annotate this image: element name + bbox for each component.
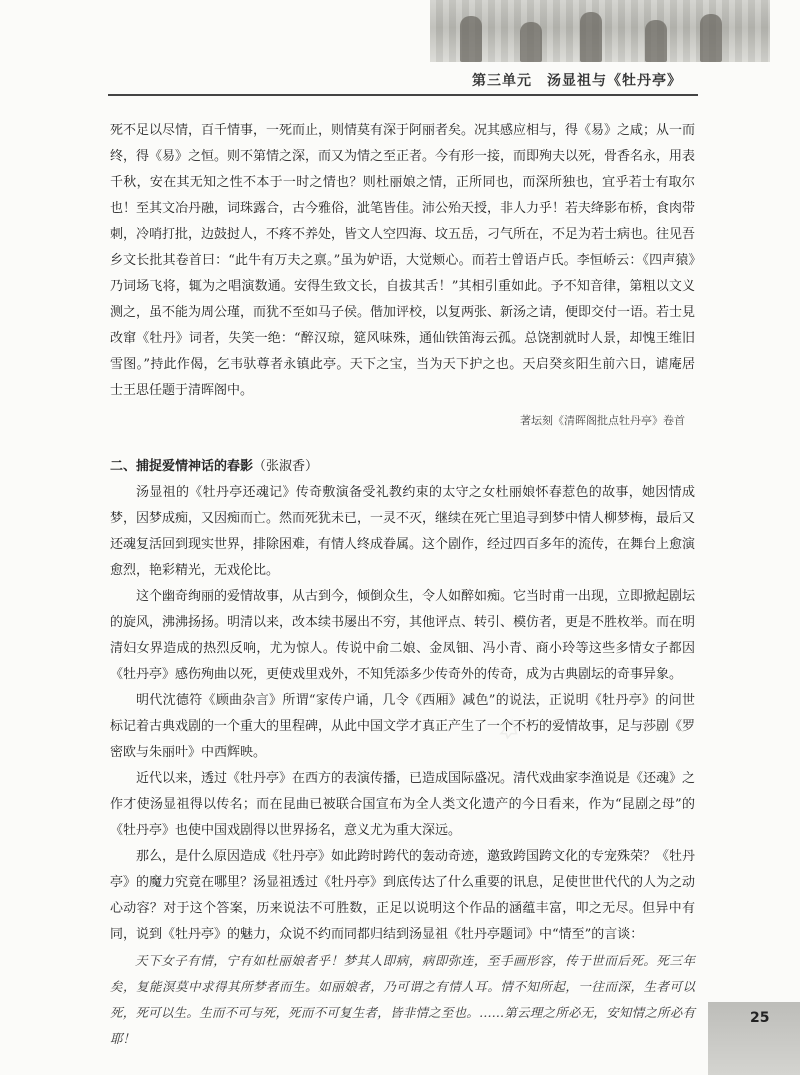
paragraph-section-2: 这个幽奇绚丽的爱情故事，从古到今，倾倒众生，令人如醉如痴。它当时甫一出现，立即掀起剧坛的旋风，沸沸扬扬。明清以来，改本续书屡出不穷，其他评点、转引、模仿者，更是不胜枚举。而在明清妇女界造成的热烈反响，尤为惊人。传说中俞二娘、金凤钿、冯小青、商小玲等这些多情女子都因《牡丹亭》感伤殉曲以死，更使戏里戏外，不知凭添多少传奇外的传奇，成为古典剧坛的奇事异象。 <box>110 589 696 682</box>
section-heading <box>110 454 695 480</box>
main-text <box>110 118 695 1052</box>
page-number-tab <box>708 1002 800 1075</box>
paragraph-section-3: 明代沈德符《顾曲杂言》所谓“家传户诵，几令《西厢》减色”的说法，正说明《牡丹亭》的问世标记着古典戏剧的一个重大的里程碑，从此中国文学才真正产生了一个不朽的爱情故事，足与莎剧《罗密欧与朱丽叶》中西辉映。 <box>110 693 696 760</box>
paragraph-section-1: 汤显祖的《牡丹亭还魂记》传奇敷演备受礼教约束的太守之女杜丽娘怀春惹色的故事，她因情成梦，因梦成痴，又因痴而亡。然而死犹未已，一灵不灭，继续在死亡里追寻到梦中情人柳梦梅，最后又还魂复活回到现实世界，排除困难，有情人终成眷属。这个剧作，经过四百多年的流传，在舞台上愈演愈烈，艳彩精光，无戏伦比。 <box>110 485 696 578</box>
header-decorative-image <box>430 0 770 62</box>
block-quote: 天下女子有情，宁有如杜丽娘者乎！梦其人即病，病即弥连，至手画形容，传于世而后死。死三年矣，复能溟莫中求得其所梦者而生。如丽娘者，乃可谓之有情人耳。情不知所起，一往而深，生者可以死，死可以生。生而不可与死，死而不可复生者，皆非情之至也。……第云理之所必无，安知情之所必有耶！ <box>110 953 695 1046</box>
header-rule <box>108 94 698 96</box>
paragraph-top-1: 死不足以尽情，百千情事，一死而止，则情莫有深于阿丽者矣。况其感应相与，得《易》之咸；从一而终，得《易》之恒。则不第情之深，而又为情之至正者。今有形一接，而即殉夫以死，骨香名永，用表千秋，安在其无知之性不本于一时之情也？则杜丽娘之情，正所同也，而深所独也，宜乎若士有取尔也！至其文冶丹融，词珠露合，古今雅俗，泚笔皆佳。沛公殆天授，非人力乎！若夫绛影布桥，食肉带刺，冷哨打批，边鼓挝人，不疼不养处，皆文人空四海、坟五岳，刁气所在，不足为若士病也。往见吾乡文长批其卷首曰：“此牛有万夫之禀。”虽为妒语，大觉颊心。而若士曾语卢氏。李恒峤云：《四声猿》乃词场飞将，辄为之唱演数通。安得生致文长，自拔其舌！”其相引重如此。予不知音律，第粗以文义测之，虽不能为周公瑾，而犹不至如马子侯。偕加评校，以复两张、新汤之请，便即交付一语。若士見改窜《牡丹》词者，失笑一绝：“醉汉琼，筵风味殊，通仙铁笛海云孤。总饶割就时人景，却愧王维旧雪图。”持此作偈，乞韦驮尊者永镇此亭。天下之宝，当为天下护之也。天启癸亥阳生前六日，谑庵居士王思任题于清晖阁中。 <box>110 123 696 398</box>
paragraph-section-4: 近代以来，透过《牡丹亭》在西方的表演传播，已造成国际盛况。清代戏曲家李渔说是《还魂》之作才使汤显祖得以传名；而在昆曲已被联合国宣布为全人类文化遗产的今日看来，作为“昆剧之母”的《牡丹亭》也使中国戏剧得以世界扬名，意义尤为重大深远。 <box>110 771 696 838</box>
watermark: ꙳ <box>492 712 517 763</box>
chapter-header-title: 第三单元 汤显祖与《牡丹亭》 <box>472 73 682 89</box>
paragraph-section-5: 那么，是什么原因造成《牡丹亭》如此跨时跨代的轰动奇迹，邀致跨国跨文化的专宠殊荣？《牡丹亭》的魔力究竟在哪里？汤显祖透过《牡丹亭》到底传达了什么重要的讯息，足使世世代代的人为之动心动容？对于这个答案，历来说法不可胜数，正足以说明这个作品的涵蕴丰富，叩之无尽。但异中有同，说到《牡丹亭》的魅力，众说不约而同都归结到汤显祖《牡丹亭题词》中“情至”的言谈： <box>110 849 696 942</box>
source-citation: 著坛刻《清晖阁批点牡丹亭》卷首 <box>520 414 685 427</box>
section-title: 二、捕捉爱情神话的春影 <box>110 459 254 474</box>
page-number: 25 <box>750 1010 770 1026</box>
section-author: （张淑香） <box>253 459 319 474</box>
